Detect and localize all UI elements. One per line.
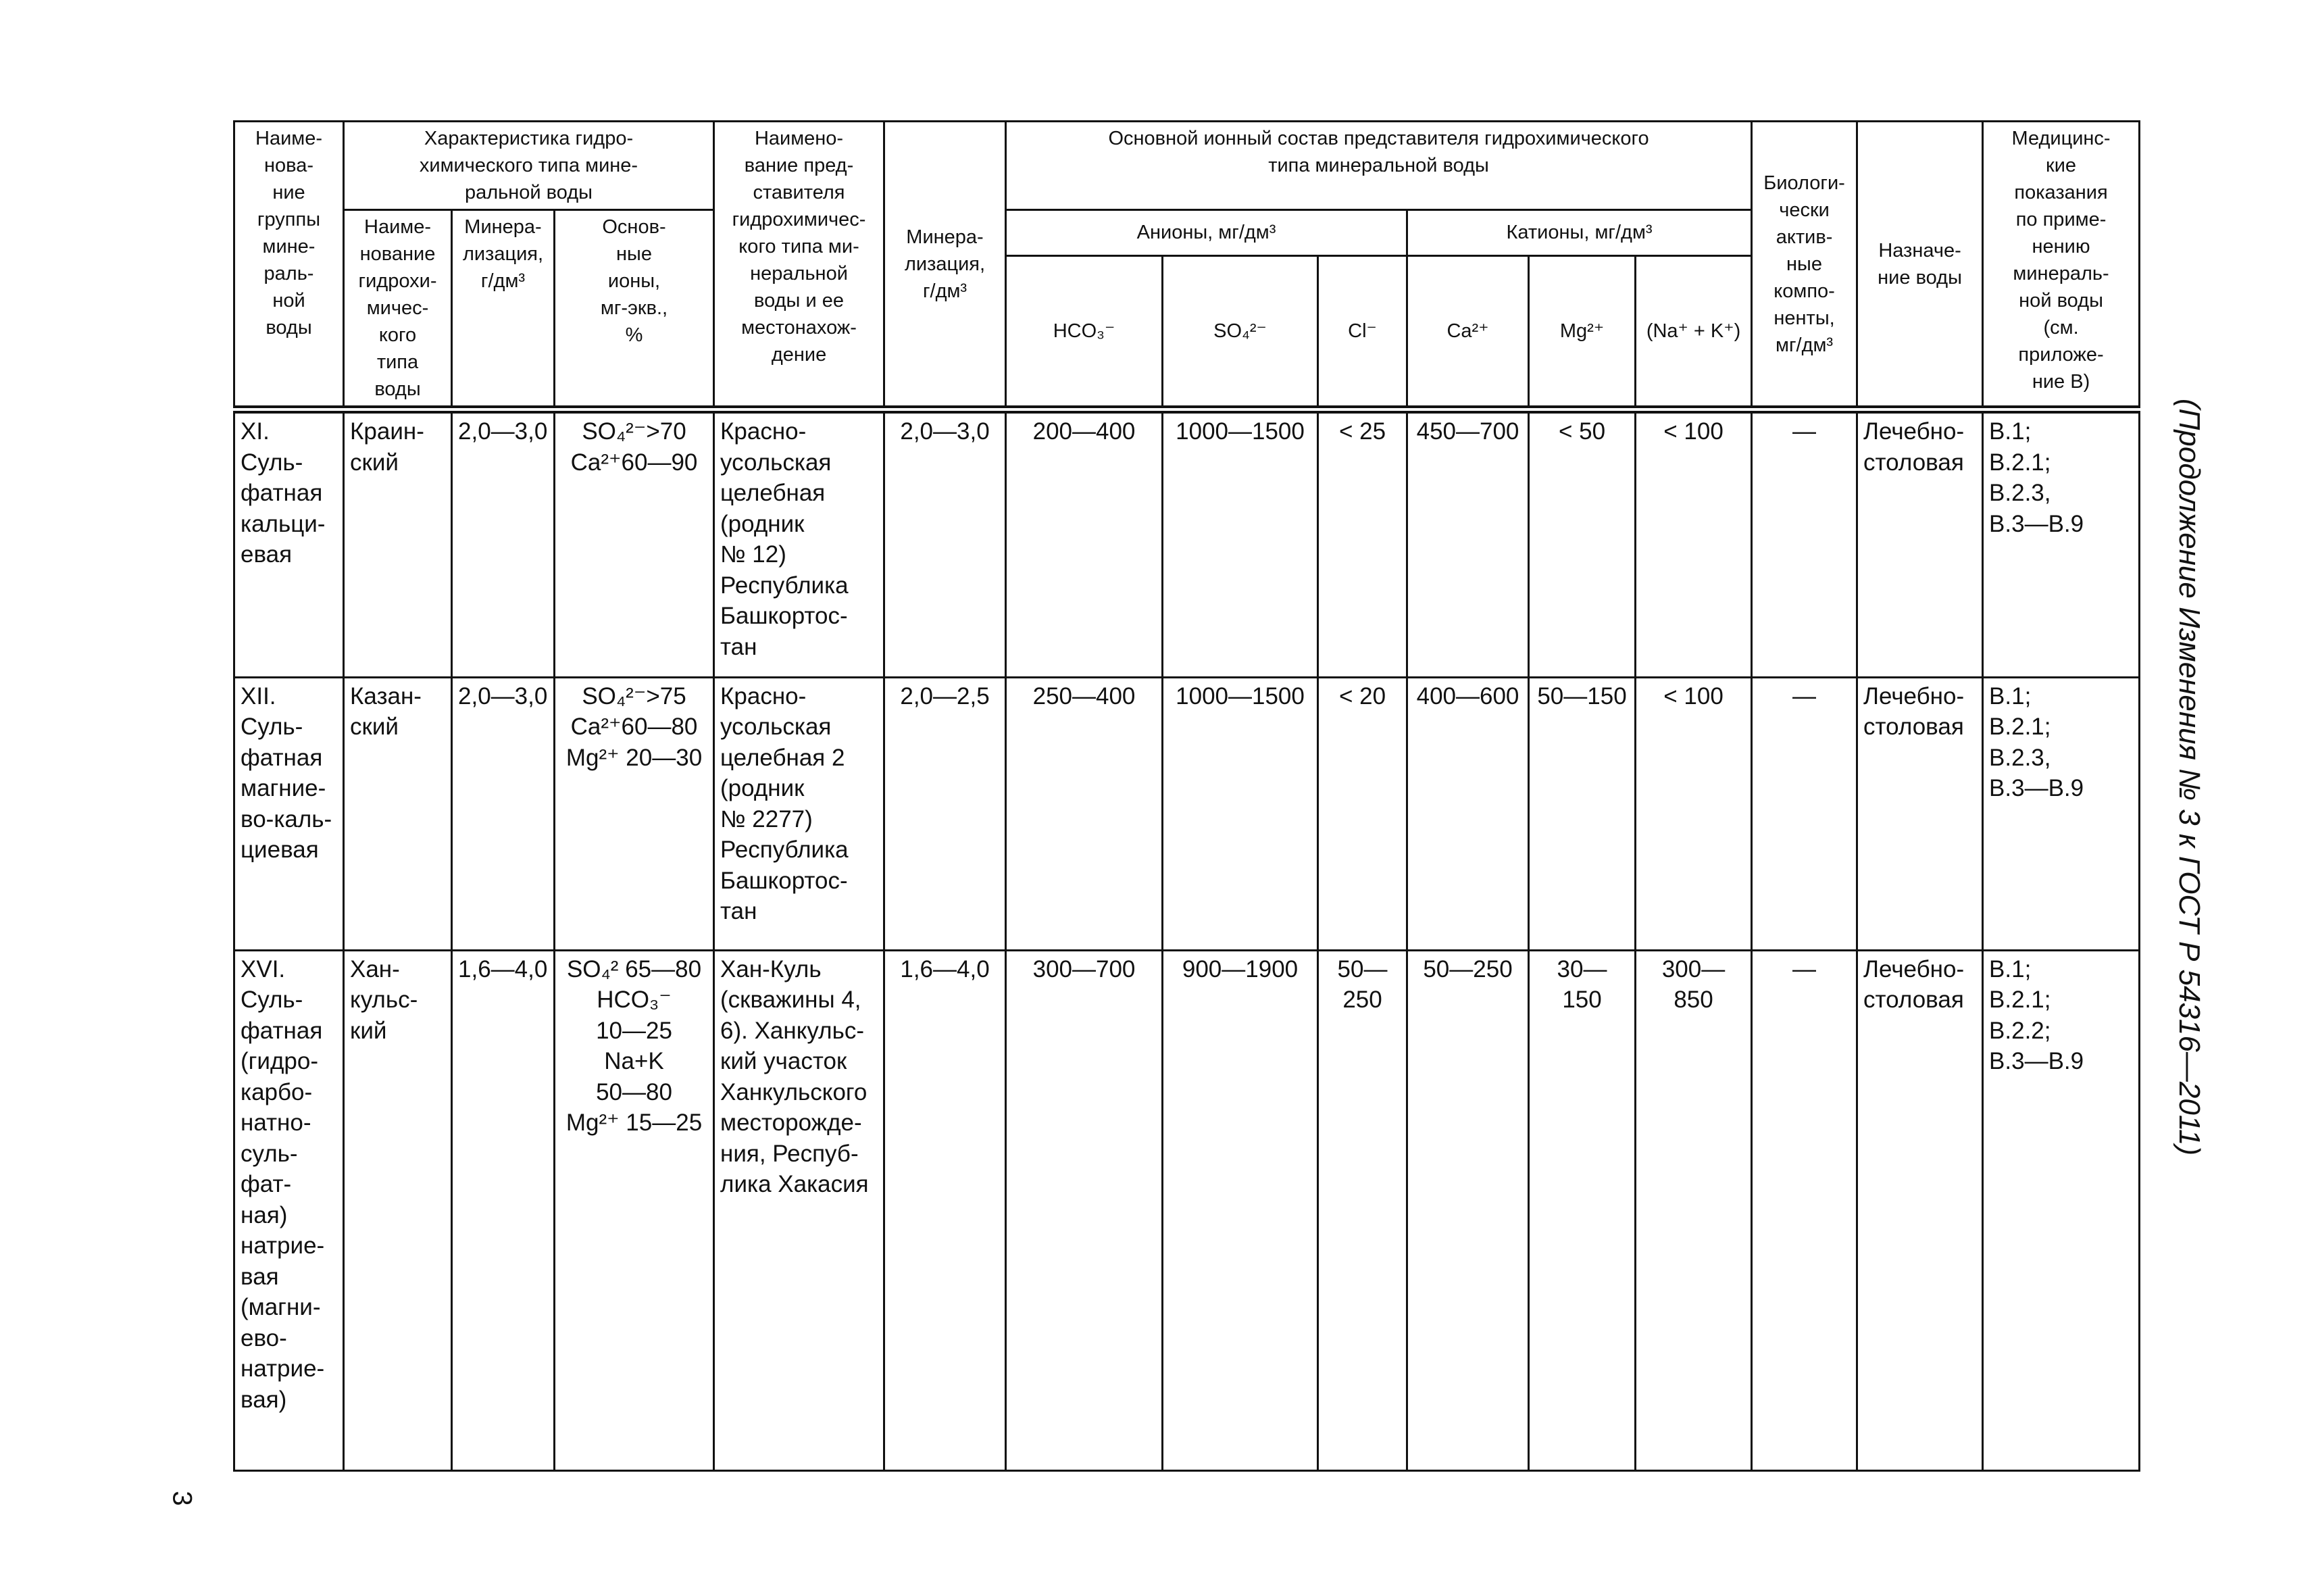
header-group-name: Наиме- нова- ние группы мине- раль- ной воды	[234, 122, 344, 410]
cell-cl: 50— 250	[1318, 950, 1407, 1470]
cell-medical: В.1; В.2.1; В.2.3, В.3—В.9	[1983, 677, 2140, 950]
cell-medical: В.1; В.2.1; В.2.3, В.3—В.9	[1983, 409, 2140, 677]
cell-ca: 400—600	[1407, 677, 1529, 950]
cell-type-name: Хан- кульс- кий	[344, 950, 452, 1470]
cell-so4: 1000—1500	[1163, 409, 1318, 677]
cell-mg: 50—150	[1529, 677, 1636, 950]
cell-mineralization: 2,0—3,0	[884, 409, 1006, 677]
cell-bio: —	[1752, 409, 1857, 677]
cell-representative: Красно- усольская целебная 2 (родник № 2277) Республика Башкортос- тан	[714, 677, 884, 950]
cell-so4: 900—1900	[1163, 950, 1318, 1470]
cell-type-name: Казан- ский	[344, 677, 452, 950]
cell-cl: < 25	[1318, 409, 1407, 677]
cell-group: XII. Суль- фатная магние- во-каль- циевая	[234, 677, 344, 950]
cell-main-ions: SO₄²⁻>70 Ca²⁺60—90	[555, 409, 714, 677]
cell-mineralization: 1,6—4,0	[884, 950, 1006, 1470]
cell-na-k: < 100	[1636, 409, 1752, 677]
cell-ca: 50—250	[1407, 950, 1529, 1470]
cell-main-ions: SO₄²⁻>75 Ca²⁺60—80 Mg²⁺ 20—30	[555, 677, 714, 950]
header-hco3: HCO₃⁻	[1006, 255, 1163, 409]
cell-cl: < 20	[1318, 677, 1407, 950]
cell-mineralization: 2,0—2,5	[884, 677, 1006, 950]
cell-type-name: Краин- ский	[344, 409, 452, 677]
header-anions: Анионы, мг/дм³	[1006, 210, 1407, 256]
cell-bio: —	[1752, 677, 1857, 950]
header-main-ions: Основ- ные ионы, мг-экв., %	[555, 210, 714, 410]
cell-so4: 1000—1500	[1163, 677, 1318, 950]
cell-purpose: Лечебно- столовая	[1857, 409, 1983, 677]
header-na-k: (Na⁺ + K⁺)	[1636, 255, 1752, 409]
cell-mg: 30— 150	[1529, 950, 1636, 1470]
cell-type-mineralization: 2,0—3,0	[452, 409, 555, 677]
cell-group: XI. Суль- фатная кальци- евая	[234, 409, 344, 677]
header-ionic-composition: Основной ионный состав представителя гидрохимического типа минеральной воды	[1006, 122, 1752, 210]
header-characteristic: Характеристика гидро- химического типа мине- ральной воды	[344, 122, 714, 210]
header-cl: Cl⁻	[1318, 255, 1407, 409]
mineral-water-table	[233, 120, 2140, 1472]
cell-representative: Хан-Куль (скважины 4, 6). Ханкульс- кий участок Ханкульского месторожде- ния, Респуб- лика Хакасия	[714, 950, 884, 1470]
cell-mg: < 50	[1529, 409, 1636, 677]
header-medical: Медицинс- кие показания по приме- нению минераль- ной воды (см. приложе- ние В)	[1983, 122, 2140, 410]
header-representative: Наимено- вание пред- ставителя гидрохимичес- кого типа ми- неральной воды и ее местонахож- дение	[714, 122, 884, 410]
cell-group: XVI. Суль- фатная (гидро- карбо- натно- суль- фат- ная) натрие- вая (магни- ево- натрие- вая)	[234, 950, 344, 1470]
header-bio-components: Биологи- чески актив- ные компо- ненты, мг/дм³	[1752, 122, 1857, 410]
continuation-caption: (Продолжение Изменения № 3 к ГОСТ Р 54316—2011)	[2173, 398, 2206, 1156]
cell-purpose: Лечебно- столовая	[1857, 677, 1983, 950]
cell-na-k: < 100	[1636, 677, 1752, 950]
header-so4: SO₄²⁻	[1163, 255, 1318, 409]
header-cations: Катионы, мг/дм³	[1407, 210, 1752, 256]
table-row	[234, 677, 2140, 950]
cell-medical: В.1; В.2.1; В.2.2; В.3—В.9	[1983, 950, 2140, 1470]
cell-hco3: 250—400	[1006, 677, 1163, 950]
cell-representative: Красно- усольская целебная (родник № 12) Республика Башкортос- тан	[714, 409, 884, 677]
cell-type-mineralization: 1,6—4,0	[452, 950, 555, 1470]
table-row	[234, 409, 2140, 677]
header-purpose: Назначе- ние воды	[1857, 122, 1983, 410]
cell-bio: —	[1752, 950, 1857, 1470]
cell-purpose: Лечебно- столовая	[1857, 950, 1983, 1470]
header-type-mineralization: Минера- лизация, г/дм³	[452, 210, 555, 410]
header-mg: Mg²⁺	[1529, 255, 1636, 409]
cell-na-k: 300— 850	[1636, 950, 1752, 1470]
cell-hco3: 200—400	[1006, 409, 1163, 677]
cell-main-ions: SO₄² 65—80 HCO₃⁻ 10—25 Na+K 50—80 Mg²⁺ 15—25	[555, 950, 714, 1470]
header-ca: Ca²⁺	[1407, 255, 1529, 409]
page-number: 3	[167, 1491, 197, 1506]
header-row-1	[234, 122, 2140, 210]
header-type-name: Наиме- нование гидрохи- мичес- кого типа воды	[344, 210, 452, 410]
header-mineralization: Минера- лизация, г/дм³	[884, 122, 1006, 410]
cell-type-mineralization: 2,0—3,0	[452, 677, 555, 950]
cell-hco3: 300—700	[1006, 950, 1163, 1470]
table-row	[234, 950, 2140, 1470]
cell-ca: 450—700	[1407, 409, 1529, 677]
